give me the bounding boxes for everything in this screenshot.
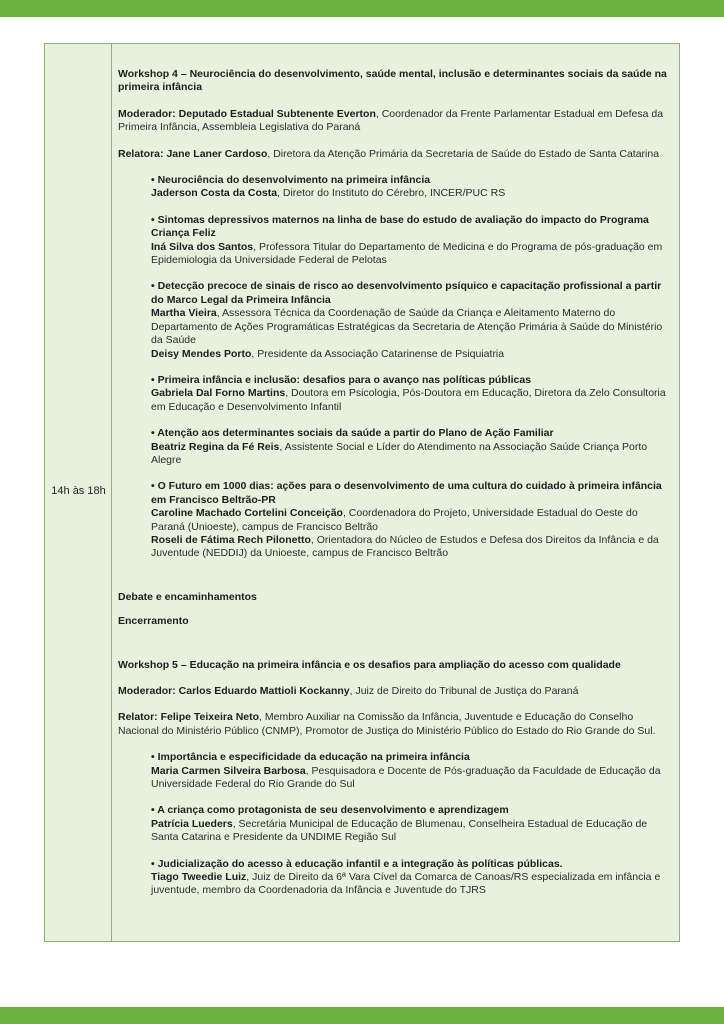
workshop-4-rapporteur: Relatora: Jane Laner Cardoso, Diretora da Atenção Primária da Secretaria de Saúde do Estado de Santa Catarina bbox=[118, 147, 660, 160]
talk-item bbox=[151, 480, 674, 560]
workshop-5-rapporteur: Relator: Felipe Teixeira Neto, Membro Auxiliar na Comissão da Infância, Juventude e Educação do Conselho Nacional do Ministério Público (CNMP), Promotor de Justiça do Ministério Público do Estado do Rio Grande do Sul. bbox=[118, 711, 656, 737]
talk-item bbox=[151, 804, 674, 844]
talk-item bbox=[151, 427, 674, 467]
talk-title: • Importância e especificidade da educação na primeira infância bbox=[151, 751, 470, 764]
bottom-green-bar bbox=[0, 1007, 724, 1024]
talk-title: • Detecção precoce de sinais de risco ao desenvolvimento psíquico e capacitação profissional a partir do Marco Legal da Primeira Infância bbox=[151, 280, 662, 306]
speaker: Martha Vieira, Assessora Técnica da Coordenação de Saúde da Criança e Aleitamento Materno do Departamento de Ações Programáticas Estratégicas da Secretaria de Atenção Primária à Saúde do Ministério da Saúde bbox=[151, 307, 663, 347]
speaker: Maria Carmen Silveira Barbosa, Pesquisadora e Docente de Pós-graduação da Faculdade de Educação da Universidade Federal do Rio Grande do Sul bbox=[151, 764, 661, 791]
schedule-table bbox=[44, 43, 680, 942]
talk-title: • A criança como protagonista de seu desenvolvimento e aprendizagem bbox=[151, 804, 509, 817]
time-column bbox=[45, 44, 112, 941]
speaker: Tiago Tweedie Luiz, Juiz de Direito da 6ª Vara Cível da Comarca de Canoas/RS especializada em infância e juventude, membro da Coordenadoria da Infância e Juventude do TJRS bbox=[151, 871, 661, 897]
speaker: Deisy Mendes Porto, Presidente da Associação Catarinense de Psiquiatria bbox=[151, 347, 505, 360]
talk-item bbox=[151, 858, 674, 898]
time-label: 14h às 18h bbox=[51, 485, 106, 497]
workshop-4-moderator: Moderador: Deputado Estadual Subtenente Everton, Coordenador da Frente Parlamentar Estadual em Defesa da Primeira Infância, Assembleia Legislativa do Paraná bbox=[118, 107, 664, 134]
speaker: Caroline Machado Cortelini Conceição, Coordenadora do Projeto, Universidade Estadual do Oeste do Paraná (Unioeste), campus de Francisco Beltrão bbox=[151, 507, 638, 533]
speaker: Jaderson Costa da Costa, Diretor do Instituto do Cérebro, INCER/PUC RS bbox=[151, 187, 506, 200]
debate-label: Debate e encaminhamentos bbox=[118, 590, 257, 603]
talk-item bbox=[151, 214, 674, 268]
speaker: Beatriz Regina da Fé Reis, Assistente Social e Líder do Atendimento na Associação Saúde Criança Porto Alegre bbox=[151, 440, 648, 466]
speaker: Iná Silva dos Santos, Professora Titular do Departamento de Medicina e do Programa de pós-graduação em Epidemiologia da Universidade Federal de Pelotas bbox=[151, 240, 663, 267]
talk-title: • O Futuro em 1000 dias: ações para o desenvolvimento de uma cultura do cuidado à primeira infância em Francisco Beltrão-PR bbox=[151, 480, 662, 506]
talk-title: • Atenção aos determinantes sociais da saúde a partir do Plano de Ação Familiar bbox=[151, 427, 554, 440]
top-green-bar bbox=[0, 0, 724, 17]
talk-item bbox=[151, 374, 674, 414]
talk-item bbox=[151, 751, 674, 791]
closing-label: Encerramento bbox=[118, 615, 189, 628]
sessions-column bbox=[118, 68, 674, 898]
speaker: Gabriela Dal Forno Martins, Doutora em Psicologia, Pós-Doutora em Educação, Diretora da Zelo Consultoria em Educação e Desenvolvimento Infantil bbox=[151, 387, 666, 413]
speaker: Roseli de Fátima Rech Pilonetto, Orientadora do Núcleo de Estudos e Defesa dos Direitos da Infância e da Juventude (NEDDIJ) da Unioeste, campus de Francisco Beltrão bbox=[151, 533, 659, 560]
talk-item bbox=[151, 280, 674, 360]
talk-item bbox=[151, 174, 674, 201]
speaker: Patrícia Lueders, Secretária Municipal de Educação de Blumenau, Conselheira Estadual de Educação de Santa Catarina e Presidente da UNDIME Região Sul bbox=[151, 817, 648, 844]
workshop-4-title: Workshop 4 – Neurociência do desenvolvimento, saúde mental, inclusão e determinantes sociais da saúde na primeira infância bbox=[118, 68, 667, 94]
talk-title: • Primeira infância e inclusão: desafios para o avanço nas políticas públicas bbox=[151, 373, 532, 386]
talk-title: • Sintomas depressivos maternos na linha de base do estudo de avaliação do impacto do Programa Criança Feliz bbox=[151, 213, 649, 240]
talk-title: • Neurociência do desenvolvimento na primeira infância bbox=[151, 174, 431, 187]
talk-title: • Judicialização do acesso à educação infantil e a integração às políticas públicas. bbox=[151, 857, 563, 870]
workshop-5-title: Workshop 5 – Educação na primeira infância e os desafios para ampliação do acesso com qualidade bbox=[118, 658, 621, 671]
workshop-5-moderator: Moderador: Carlos Eduardo Mattioli Kockanny, Juiz de Direito do Tribunal de Justiça do Paraná bbox=[118, 685, 579, 697]
